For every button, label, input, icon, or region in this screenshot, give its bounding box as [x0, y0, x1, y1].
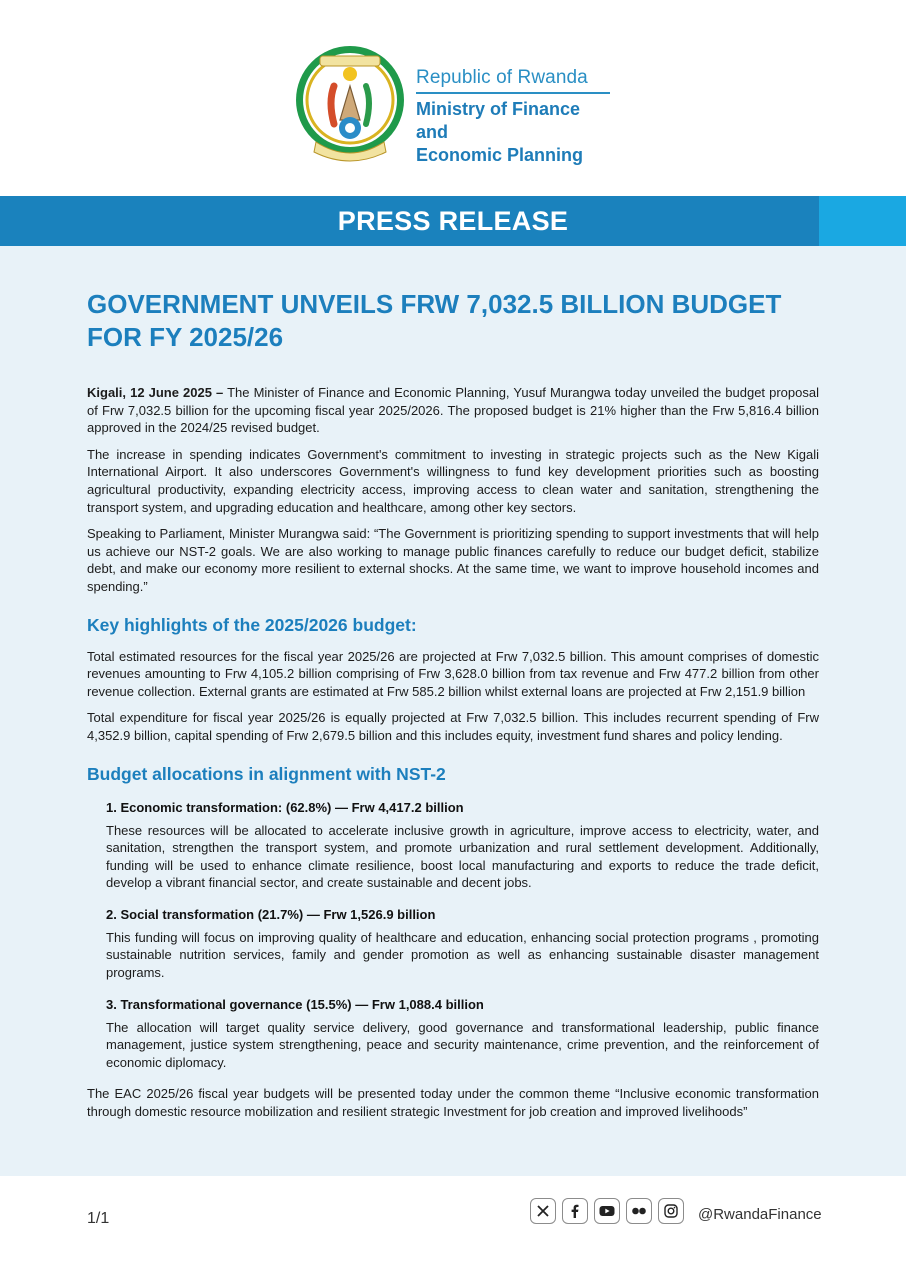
page-number: 1/1: [87, 1210, 110, 1227]
release-body: [87, 384, 819, 1130]
release-title: [87, 288, 787, 354]
ministry-name-line2: Economic Planning: [416, 145, 584, 165]
press-release-banner: [0, 196, 906, 246]
closing-paragraph: The EAC 2025/26 fiscal year budgets will be presented today under the common theme “Inclusive economic transformation through domestic resource mobilization and resilient strategic Investment for job creation and improved livelihoods”: [87, 1086, 819, 1120]
x-icon[interactable]: [530, 1198, 556, 1224]
dateline: Kigali, 12 June 2025 –: [87, 385, 224, 400]
youtube-icon[interactable]: [594, 1198, 620, 1224]
minister-quote-paragraph: Speaking to Parliament, Minister Murangwa said: “The Government is prioritizing spending to support investments that will help us achieve our NST-2 goals. We are also working to manage public finances carefully to reduce our budget deficit, stabilize debt, and make our economy more resilient to external shocks. At the same time, we want to improve household incomes and spending.”: [87, 526, 819, 594]
flickr-icon[interactable]: [626, 1198, 652, 1224]
social-handle[interactable]: @RwandaFinance: [698, 1206, 822, 1223]
allocation-text: This funding will focus on improving quality of healthcare and education, enhancing social protection programs , promoting sustainable nutrition services, family and gender promotion as well as enhancing sustainable disaster management programs.: [106, 929, 819, 981]
social-links: [530, 1198, 684, 1224]
allocation-text: The allocation will target quality service delivery, good governance and transformational leadership, public finance management, justice system strengthening, peace and security maintenance, crime prevention, and the reinforcement of economic diplomacy.: [106, 1019, 819, 1070]
ministry-name-line1: Ministry of Finance and: [416, 99, 581, 142]
allocation-item: [106, 906, 819, 982]
allocation-item: [106, 996, 819, 1072]
ministry-wordmark: [416, 66, 616, 167]
page-footer: [0, 1176, 906, 1280]
spending-paragraph: The increase in spending indicates Government's commitment to investing in strategic projects such as the New Kigali International Airport. It also underscores Government's willingness to fund key development priorities such as boosting agricultural productivity, expanding electricity access, improving access to clean water and sanitation, strengthening the transport system, and upgrading education and healthcare, among other key sectors.: [87, 446, 819, 515]
page-header: [0, 0, 906, 196]
coat-of-arms-seal-icon: [294, 42, 406, 166]
expenditure-paragraph: Total expenditure for fiscal year 2025/26 is equally projected at Frw 7,032.5 billion. This includes recurrent spending of Frw 4,352.9 billion, capital spending of Frw 2,679.5 billion and this includes equity, investment fund shares and policy lending.: [87, 710, 819, 743]
allocation-heading: 2. Social transformation (21.7%) — Frw 1,526.9 billion: [106, 906, 436, 922]
title-line-2: FOR FY 2025/26: [87, 322, 284, 352]
allocation-heading: 3. Transformational governance (15.5%) — Frw 1,088.4 billion: [106, 996, 484, 1012]
instagram-icon[interactable]: [658, 1198, 684, 1224]
facebook-icon[interactable]: [562, 1198, 588, 1224]
allocation-list: [106, 799, 819, 1072]
allocation-item: [106, 799, 819, 892]
highlights-heading: Key highlights of the 2025/2026 budget:: [87, 614, 417, 635]
republic-label: Republic of Rwanda: [416, 67, 588, 88]
intro-text: The Minister of Finance and Economic Planning, Yusuf Murangwa today unveiled the budget proposal of Frw 7,032.5 billion for the upcoming fiscal year 2025/2026. The proposed budget is 21% higher than the Frw 5,816.4 billion approved in the 2024/25 revised budget.: [87, 385, 819, 436]
intro-paragraph: [87, 384, 819, 437]
allocation-heading: 1. Economic transformation: (62.8%) — Frw 4,417.2 billion: [106, 799, 464, 815]
release-content: [0, 246, 906, 1176]
wordmark-divider: [416, 92, 610, 94]
title-line-1: GOVERNMENT UNVEILS FRW 7,032.5 BILLION BUDGET: [87, 289, 782, 319]
banner-title: PRESS RELEASE: [337, 206, 569, 236]
resources-paragraph: Total estimated resources for the fiscal year 2025/26 are projected at Frw 7,032.5 billion. This amount comprises of domestic revenues amounting to Frw 4,105.2 billion comprising of Frw 3,628.0 billion from tax revenue and Frw 477.2 billion from other revenue collection. External grants are estimated at Frw 585.2 billion whilst external loans are projected at Frw 2,151.9 billion: [87, 648, 819, 699]
allocation-text: These resources will be allocated to accelerate inclusive growth in agriculture, improve access to electricity, water, and sanitation, strengthen the transport system, and promote urbanization and rural settlement development. Additionally, funding will be used to enhance climate resilience, boost local manufacturing and exports to reduce the trade deficit, develop a vibrant financial sector, and create sustainable and decent jobs.: [106, 822, 819, 891]
allocations-heading: Budget allocations in alignment with NST-2: [87, 763, 446, 784]
